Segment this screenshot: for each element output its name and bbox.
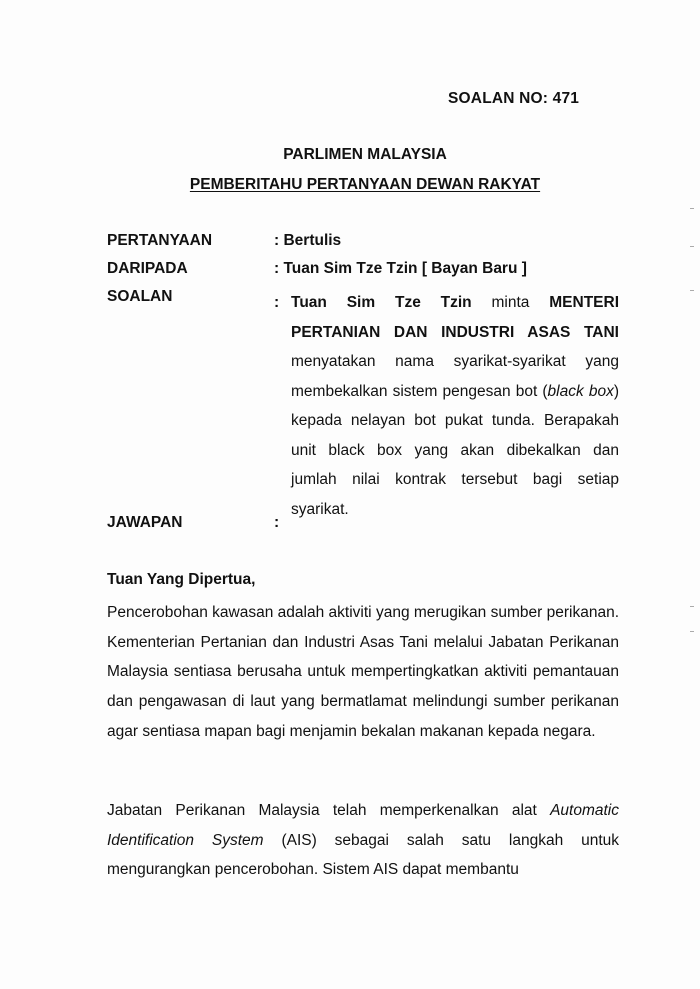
jawapan-value: : [274, 514, 280, 531]
question-text [291, 288, 619, 524]
question-asker: Tuan Sim Tze Tzin [291, 294, 472, 311]
daripada-label: DARIPADA [107, 260, 188, 277]
jawapan-label: JAWAPAN [107, 514, 183, 531]
answer-paragraph-1: Pencerobohan kawasan adalah aktiviti yang merugikan sumber perikanan. Kementerian Pertanian dan Industri Asas Tani melalui Jabatan Perikanan Malaysia sentiasa berusaha untuk mempertingkatkan aktiviti pemantauan dan pengawasan di laut yang bermatlamat melindungi sumber perikanan agar sentiasa mapan bagi menjamin bekalan makanan kepada negara. [107, 604, 619, 740]
soalan-label: SOALAN [107, 288, 173, 305]
scan-artifact [690, 290, 694, 291]
scan-artifact [690, 246, 694, 247]
scan-artifact [690, 631, 694, 632]
document-title: PARLIMEN MALAYSIA [283, 146, 447, 163]
scan-artifact [690, 606, 694, 607]
answer-salutation: Tuan Yang Dipertua, [107, 571, 256, 588]
pertanyaan-label: PERTANYAAN [107, 232, 213, 249]
question-number: SOALAN NO: 471 [448, 90, 580, 107]
answer-paragraph-2 [107, 796, 619, 885]
answer-p2-italic: Automatic Identification System [107, 802, 619, 849]
answer-p2-text-2: (AIS) sebagai salah satu langkah untuk mengurangkan pencerobohan. Sistem AIS dapat membantu [107, 831, 620, 879]
question-body-1: menyatakan nama syarikat-syarikat yang membekalkan sistem pengesan bot ( [291, 353, 619, 400]
pertanyaan-value: : Bertulis [274, 232, 342, 249]
soalan-colon: : [274, 294, 280, 311]
question-italic-term: black box [547, 382, 614, 400]
question-verb: minta [471, 294, 550, 311]
daripada-value: : Tuan Sim Tze Tzin [ Bayan Baru ] [274, 260, 527, 277]
answer-p2-text-1: Jabatan Perikanan Malaysia telah memperkenalkan alat [107, 802, 551, 819]
document-subtitle: PEMBERITAHU PERTANYAAN DEWAN RAKYAT [189, 176, 541, 193]
question-body-2: ) kepada nelayan bot pukat tunda. Berapakah unit black box yang akan dibekalkan dan jumlah nilai kontrak tersebut bagi setiap syarikat. [291, 382, 619, 518]
question-ministry: MENTERI PERTANIAN DAN INDUSTRI ASAS TANI [291, 294, 619, 341]
scan-artifact [690, 208, 694, 209]
